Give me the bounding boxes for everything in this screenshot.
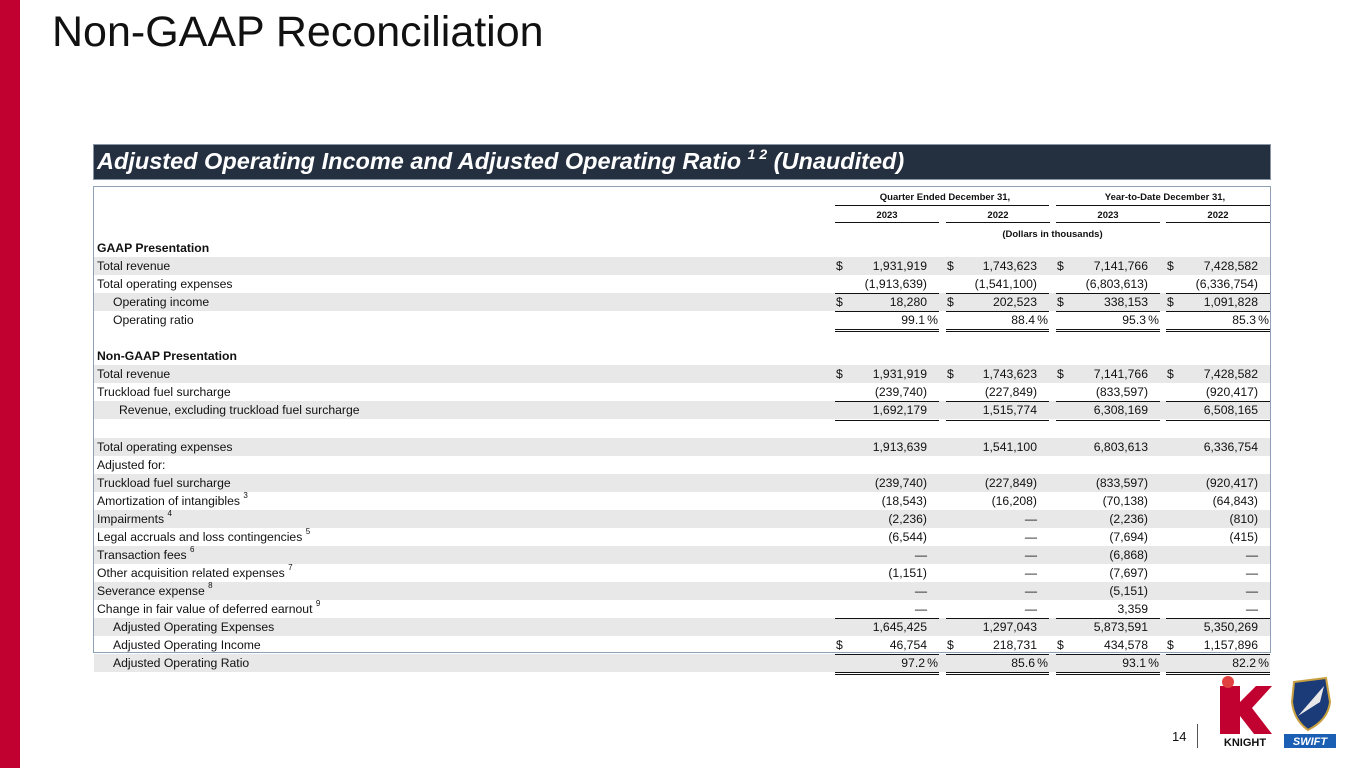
table-row xyxy=(94,492,1270,510)
banner-title-text: Adjusted Operating Income and Adjusted Operating Ratio xyxy=(97,148,742,174)
page-number-divider xyxy=(1197,724,1198,748)
table-row xyxy=(94,401,1270,419)
currency-symbol: $ xyxy=(1057,367,1064,382)
row-label-text: Adjusted Operating Income xyxy=(113,638,261,653)
cell-value: 5,873,591 xyxy=(1093,620,1148,635)
row-label-text: Total revenue xyxy=(97,259,171,274)
total-double-rule xyxy=(835,672,939,675)
cell-value: 202,523 xyxy=(992,295,1037,310)
cell-value: 1,157,896 xyxy=(1203,638,1258,653)
percent-sign: % xyxy=(1037,656,1048,671)
table-row xyxy=(94,275,1270,293)
cell-value: (6,544) xyxy=(888,529,927,544)
table-row xyxy=(94,600,1270,618)
group-header-quarter: Quarter Ended December 31, xyxy=(879,192,1011,203)
table-row xyxy=(94,474,1270,492)
row-label xyxy=(113,313,194,327)
table-row xyxy=(94,654,1270,672)
cell-value: (833,597) xyxy=(1095,385,1148,400)
subtotal-rule xyxy=(835,293,939,294)
subtotal-rule xyxy=(946,311,1049,312)
row-label xyxy=(97,580,213,598)
group-header-ytd: Year-to-Date December 31, xyxy=(1104,192,1226,203)
percent-sign: % xyxy=(1258,656,1269,671)
table-row xyxy=(94,311,1270,329)
cell-value: (2,236) xyxy=(1109,511,1148,526)
subtotal-rule xyxy=(946,654,1049,655)
row-label-text: Impairments xyxy=(97,511,165,526)
row-label-text: GAAP Presentation xyxy=(97,241,210,255)
row-label-text: Other acquisition related expenses xyxy=(97,565,285,580)
row-label xyxy=(97,562,293,580)
cell-value: 1,692,179 xyxy=(872,403,927,418)
cell-value: — xyxy=(1024,511,1037,526)
row-label-text: Operating ratio xyxy=(113,313,194,328)
year-rule xyxy=(946,222,1050,223)
row-label-text: Non-GAAP Presentation xyxy=(97,349,237,364)
cell-value: 338,153 xyxy=(1103,295,1148,310)
currency-symbol: $ xyxy=(1057,259,1064,274)
total-double-rule xyxy=(946,672,1049,675)
cell-value: (5,151) xyxy=(1109,583,1148,598)
currency-symbol: $ xyxy=(1057,295,1064,310)
cell-value: (920,417) xyxy=(1205,475,1258,490)
page-title: Non-GAAP Reconciliation xyxy=(52,8,544,56)
percent-sign: % xyxy=(1037,313,1048,328)
cell-value: — xyxy=(1024,565,1037,580)
currency-symbol: $ xyxy=(1167,295,1174,310)
cell-value: (239,740) xyxy=(874,475,927,490)
subtotal-rule xyxy=(1056,401,1160,402)
row-label-text: Operating income xyxy=(113,295,210,310)
cell-value: 97.2 xyxy=(901,656,925,671)
table-row xyxy=(94,365,1270,383)
row-label-text: Amortization of intangibles xyxy=(97,493,240,508)
cell-value: 1,515,774 xyxy=(982,403,1037,418)
swift-logo-text: SWIFT xyxy=(1292,736,1328,748)
currency-symbol: $ xyxy=(1057,638,1064,653)
cell-value: 93.1 xyxy=(1122,656,1146,671)
cell-value: (70,138) xyxy=(1102,493,1148,508)
table-banner xyxy=(93,144,1271,180)
table-row xyxy=(94,438,1270,456)
currency-symbol: $ xyxy=(836,638,843,653)
row-label-text: Adjusted Operating Ratio xyxy=(113,656,250,671)
cell-value: (810) xyxy=(1229,511,1258,526)
footnote-marker: 4 xyxy=(167,508,172,518)
row-label-text: Revenue, excluding truckload fuel surcharge xyxy=(119,403,360,418)
table-row xyxy=(94,347,1270,365)
row-label xyxy=(97,544,195,562)
cell-value: (16,208) xyxy=(991,493,1037,508)
cell-value: 85.3 xyxy=(1232,313,1256,328)
cell-value: 1,645,425 xyxy=(872,620,927,635)
subtotal-rule xyxy=(1166,311,1270,312)
cell-value: 7,428,582 xyxy=(1203,367,1258,382)
row-label xyxy=(97,458,165,472)
cell-value: 6,803,613 xyxy=(1093,439,1148,454)
cell-value: (6,803,613) xyxy=(1085,277,1148,292)
currency-symbol: $ xyxy=(836,259,843,274)
cell-value: 1,091,828 xyxy=(1203,295,1258,310)
knight-k-shape xyxy=(1220,686,1272,734)
row-label xyxy=(97,349,237,363)
subtotal-rule xyxy=(1166,618,1270,619)
cell-value: (1,151) xyxy=(888,565,927,580)
swift-logo xyxy=(1284,672,1336,748)
currency-symbol: $ xyxy=(836,367,843,382)
table-row xyxy=(94,582,1270,600)
cell-value: — xyxy=(914,583,927,598)
year-header-q-2022: 2022 xyxy=(987,210,1009,221)
row-label xyxy=(119,403,360,417)
footnote-marker: 9 xyxy=(315,599,321,608)
currency-symbol: $ xyxy=(1167,259,1174,274)
cell-value: — xyxy=(1024,602,1037,616)
cell-value: 1,743,623 xyxy=(982,259,1037,274)
table-row xyxy=(94,528,1270,546)
subtotal-rule xyxy=(1056,311,1160,312)
row-label-text: Severance expense xyxy=(97,583,205,598)
cell-value: 5,350,269 xyxy=(1203,620,1258,635)
cell-value: 6,336,754 xyxy=(1203,439,1258,454)
cell-value: 1,931,919 xyxy=(872,259,927,274)
table-row xyxy=(94,546,1270,564)
banner-title xyxy=(97,148,904,175)
knight-helmet-icon xyxy=(1222,676,1234,688)
footnote-marker: 5 xyxy=(305,526,311,536)
row-label xyxy=(97,259,170,273)
row-label xyxy=(97,526,311,544)
table-row xyxy=(94,456,1270,474)
cell-value: 1,913,639 xyxy=(872,439,927,454)
cell-value: — xyxy=(914,602,927,616)
cell-value: (64,843) xyxy=(1212,493,1258,508)
cell-value: 218,731 xyxy=(992,638,1037,653)
cell-value: (415) xyxy=(1229,529,1258,544)
cell-value: (227,849) xyxy=(984,475,1037,490)
cell-value: 1,541,100 xyxy=(982,439,1037,454)
cell-value: — xyxy=(1245,602,1258,616)
banner-suffix: (Unaudited) xyxy=(773,148,905,174)
cell-value: 6,508,165 xyxy=(1203,403,1258,418)
row-label xyxy=(97,599,321,616)
row-label-text: Total revenue xyxy=(97,367,171,382)
row-label-text: Legal accruals and loss contingencies xyxy=(97,529,303,544)
cell-value: 95.3 xyxy=(1122,313,1146,328)
year-rule xyxy=(835,222,939,223)
table-row xyxy=(94,636,1270,654)
row-label-text: Transaction fees xyxy=(97,547,187,562)
currency-symbol: $ xyxy=(1167,367,1174,382)
table-row xyxy=(94,618,1270,636)
currency-symbol: $ xyxy=(947,638,954,653)
banner-footnotes: 1 2 xyxy=(747,146,768,162)
cell-value: 6,308,169 xyxy=(1093,403,1148,418)
cell-value: — xyxy=(1024,529,1037,544)
row-label xyxy=(97,508,172,526)
subtotal-rule xyxy=(946,401,1049,402)
table-row xyxy=(94,383,1270,401)
knight-logo xyxy=(1212,672,1278,748)
cell-value: (833,597) xyxy=(1095,475,1148,490)
table-row xyxy=(94,329,1270,347)
footnote-marker: 6 xyxy=(190,544,195,554)
row-label-text: Truckload fuel surcharge xyxy=(97,385,231,400)
subtotal-rule xyxy=(1056,654,1160,655)
page-number: 14 xyxy=(1172,729,1187,744)
subtotal-rule xyxy=(1166,293,1270,294)
units-note: (Dollars in thousands) xyxy=(1002,229,1103,240)
cell-value: (239,740) xyxy=(874,385,927,400)
cell-value: — xyxy=(914,547,927,562)
subtotal-rule xyxy=(835,654,939,655)
cell-value: 88.4 xyxy=(1011,313,1035,328)
row-label xyxy=(113,656,249,670)
cell-value: 7,141,766 xyxy=(1093,367,1148,382)
row-label xyxy=(97,385,231,399)
row-label-text: Total operating expenses xyxy=(97,439,233,454)
subtotal-rule xyxy=(835,401,939,402)
cell-value: 7,141,766 xyxy=(1093,259,1148,274)
row-label xyxy=(97,490,248,508)
group-rule-quarter xyxy=(835,205,1049,206)
cell-value: 434,578 xyxy=(1103,638,1148,653)
year-header-y-2023: 2023 xyxy=(1097,210,1119,221)
cell-value: (7,694) xyxy=(1109,529,1148,544)
cell-value: — xyxy=(1024,583,1037,598)
currency-symbol: $ xyxy=(836,295,843,310)
footnote-marker: 7 xyxy=(288,562,293,572)
row-label xyxy=(97,277,233,291)
cell-value: (227,849) xyxy=(984,385,1037,400)
cell-value: 1,931,919 xyxy=(872,367,927,382)
cell-value: 7,428,582 xyxy=(1203,259,1258,274)
cell-value: (6,868) xyxy=(1109,547,1148,562)
row-label-text: Truckload fuel surcharge xyxy=(97,475,231,490)
cell-value: 3,359 xyxy=(1117,602,1148,616)
cell-value: (2,236) xyxy=(888,511,927,526)
table-row xyxy=(94,293,1270,311)
row-label xyxy=(97,367,170,381)
cell-value: 85.6 xyxy=(1011,656,1035,671)
year-rule xyxy=(1056,222,1160,223)
row-label-text: Adjusted Operating Expenses xyxy=(113,620,275,635)
cell-value: (1,541,100) xyxy=(974,277,1037,292)
knight-logo-text: KNIGHT xyxy=(1223,737,1267,748)
subtotal-rule xyxy=(835,311,939,312)
subtotal-rule xyxy=(946,293,1049,294)
subtotal-rule xyxy=(835,618,939,619)
cell-value: 18,280 xyxy=(889,295,927,310)
percent-sign: % xyxy=(1258,313,1269,328)
table-row xyxy=(94,257,1270,275)
currency-symbol: $ xyxy=(947,367,954,382)
percent-sign: % xyxy=(927,656,938,671)
cell-value: (1,913,639) xyxy=(864,277,927,292)
cell-value: 99.1 xyxy=(901,313,925,328)
currency-symbol: $ xyxy=(947,295,954,310)
year-header-q-2023: 2023 xyxy=(876,210,898,221)
cell-value: (920,417) xyxy=(1205,385,1258,400)
subtotal-rule xyxy=(1166,654,1270,655)
row-label-text: Change in fair value of deferred earnout xyxy=(97,602,313,616)
currency-symbol: $ xyxy=(1167,638,1174,653)
total-double-rule xyxy=(1056,672,1160,675)
cell-value: (18,543) xyxy=(881,493,927,508)
row-label-text: Adjusted for: xyxy=(97,457,166,472)
row-label xyxy=(97,440,233,454)
cell-value: (7,697) xyxy=(1109,565,1148,580)
table-row xyxy=(94,420,1270,438)
row-label xyxy=(97,476,231,490)
percent-sign: % xyxy=(1148,656,1159,671)
cell-value: — xyxy=(1245,547,1258,562)
table-row xyxy=(94,564,1270,582)
cell-value: 1,743,623 xyxy=(982,367,1037,382)
percent-sign: % xyxy=(1148,313,1159,328)
cell-value: 46,754 xyxy=(889,638,927,653)
row-label xyxy=(113,638,261,652)
cell-value: (6,336,754) xyxy=(1195,277,1258,292)
row-label xyxy=(113,620,274,634)
cell-value: — xyxy=(1024,547,1037,562)
subtotal-rule xyxy=(1056,293,1160,294)
footnote-marker: 3 xyxy=(243,490,248,500)
currency-symbol: $ xyxy=(947,259,954,274)
cell-value: — xyxy=(1245,565,1258,580)
reconciliation-table xyxy=(93,186,1271,671)
cell-value: — xyxy=(1245,583,1258,598)
cell-value: 1,297,043 xyxy=(982,620,1037,635)
brand-side-bar xyxy=(0,0,20,768)
subtotal-rule xyxy=(946,618,1049,619)
year-rule xyxy=(1166,222,1270,223)
row-label xyxy=(113,295,209,309)
table-row xyxy=(94,239,1270,257)
row-label xyxy=(97,241,209,255)
percent-sign: % xyxy=(927,313,938,328)
subtotal-rule xyxy=(1056,618,1160,619)
row-label-text: Total operating expenses xyxy=(97,277,233,292)
cell-value: 82.2 xyxy=(1232,656,1256,671)
table-row xyxy=(94,510,1270,528)
subtotal-rule xyxy=(1166,401,1270,402)
group-rule-ytd xyxy=(1056,205,1270,206)
footnote-marker: 8 xyxy=(208,580,213,590)
year-header-y-2022: 2022 xyxy=(1207,210,1229,221)
